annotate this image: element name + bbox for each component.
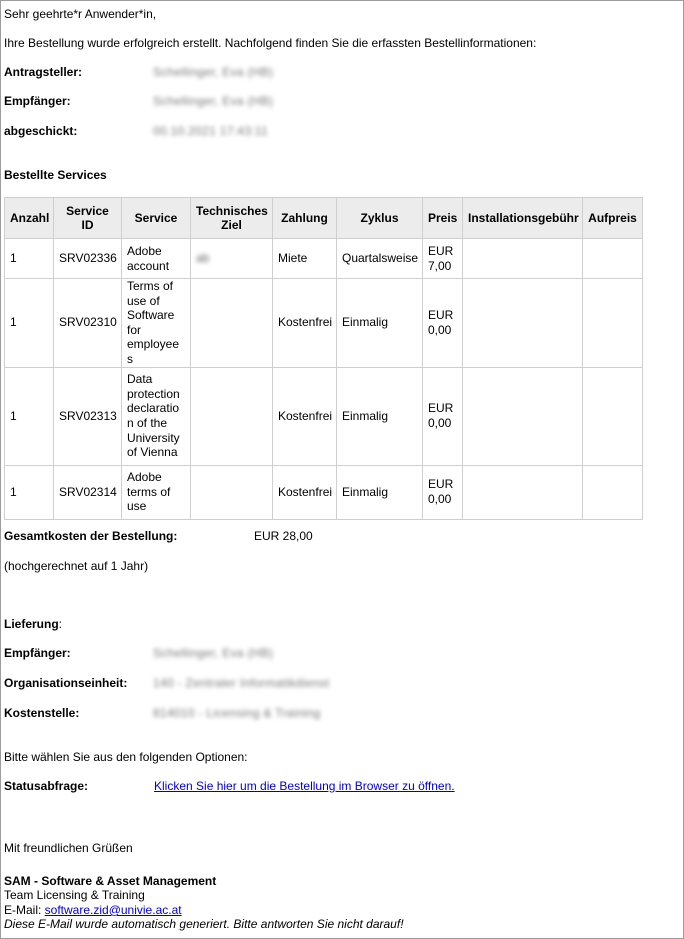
table-row <box>5 367 643 465</box>
cell-install-fee <box>463 367 583 465</box>
intro-text: Ihre Bestellung wurde erfolgreich erstellt. Nachfolgend finden Sie die erfassten Bestellinformationen: <box>4 36 537 50</box>
cell-payment: Kostenfrei <box>273 465 337 519</box>
total-value: EUR 28,00 <box>254 529 313 543</box>
cell-surcharge <box>583 279 643 368</box>
auto-disclaimer: Diese E-Mail wurde automatisch generiert. Bitte antworten Sie nicht darauf! <box>4 917 404 931</box>
cell-target <box>191 239 273 279</box>
applicant-label: Antragsteller: <box>4 65 83 79</box>
delivery-heading: Lieferung <box>4 617 59 631</box>
applicant-value: Schellinger, Eva (HB) <box>153 65 274 79</box>
sent-label: abgeschickt: <box>4 124 78 138</box>
delivery-recipient-label: Empfänger: <box>4 646 71 660</box>
col-header-install-fee: Installationsgebühr <box>463 198 583 239</box>
cell-qty: 1 <box>5 239 54 279</box>
col-header-price: Preis <box>423 198 463 239</box>
table-row <box>5 279 643 368</box>
cell-target <box>191 367 273 465</box>
cell-service-id: SRV02336 <box>54 239 122 279</box>
signature-org: SAM - Software & Asset Management <box>4 874 217 888</box>
sent-value: 00.10.2021 17:43:11 <box>153 124 268 138</box>
cell-payment: Kostenfrei <box>273 367 337 465</box>
delivery-recipient-value: Schellinger, Eva (HB) <box>153 646 274 660</box>
col-header-surcharge: Aufpreis <box>583 198 643 239</box>
cell-cycle: Quartalsweise <box>337 239 423 279</box>
col-header-payment: Zahlung <box>273 198 337 239</box>
col-header-service-id: Service ID <box>54 198 122 239</box>
col-header-target: Technisches Ziel <box>191 198 273 239</box>
signature-email-line <box>4 903 182 917</box>
cell-service: Adobe terms of use <box>122 465 191 519</box>
cell-service-id: SRV02314 <box>54 465 122 519</box>
status-label: Statusabfrage: <box>4 779 89 793</box>
cell-surcharge <box>583 239 643 279</box>
cell-qty: 1 <box>5 367 54 465</box>
cell-qty: 1 <box>5 465 54 519</box>
cell-price: EUR 0,00 <box>423 279 463 368</box>
cell-target <box>191 465 273 519</box>
cell-surcharge <box>583 465 643 519</box>
cost-center-value: 814010 - Licensing & Training <box>153 706 321 720</box>
cell-qty: 1 <box>5 279 54 368</box>
target-value: ab <box>196 251 210 266</box>
cell-service: Adobe account <box>122 239 191 279</box>
recipient-label: Empfänger: <box>4 94 71 108</box>
cost-center-label: Kostenstelle: <box>4 706 80 720</box>
signature-team: Team Licensing & Training <box>4 888 145 902</box>
org-unit-value: 140 - Zentraler Informatikdienst <box>153 676 330 690</box>
cell-service-id: SRV02310 <box>54 279 122 368</box>
table-row <box>5 465 643 519</box>
greeting: Sehr geehrte*r Anwender*in, <box>4 7 157 21</box>
services-heading: Bestellte Services <box>4 168 107 182</box>
recipient-value: Schellinger, Eva (HB) <box>153 94 274 108</box>
cell-target <box>191 279 273 368</box>
cell-surcharge <box>583 367 643 465</box>
cell-service: Terms of use of Software for employees <box>122 279 191 368</box>
table-row <box>5 239 643 279</box>
cell-payment: Kostenfrei <box>273 279 337 368</box>
email-prefix: E-Mail: <box>4 903 45 917</box>
cell-install-fee <box>463 465 583 519</box>
delivery-heading-line <box>4 617 62 631</box>
cell-service: Data protection declaration of the University of Vienna <box>122 367 191 465</box>
services-table <box>4 197 643 520</box>
cell-price: EUR 7,00 <box>423 239 463 279</box>
open-order-link[interactable]: Klicken Sie hier um die Bestellung im Browser zu öffnen. <box>154 779 455 793</box>
cell-payment: Miete <box>273 239 337 279</box>
total-label: Gesamtkosten der Bestellung: <box>4 529 178 543</box>
col-header-qty: Anzahl <box>5 198 54 239</box>
cell-cycle: Einmalig <box>337 279 423 368</box>
delivery-heading-colon: : <box>58 617 63 631</box>
cell-service-id: SRV02313 <box>54 367 122 465</box>
cell-cycle: Einmalig <box>337 465 423 519</box>
cell-cycle: Einmalig <box>337 367 423 465</box>
org-unit-label: Organisationseinheit: <box>4 676 128 690</box>
cell-price: EUR 0,00 <box>423 465 463 519</box>
cell-price: EUR 0,00 <box>423 367 463 465</box>
closing: Mit freundlichen Grüßen <box>4 841 133 855</box>
cell-install-fee <box>463 279 583 368</box>
total-note: (hochgerechnet auf 1 Jahr) <box>4 559 149 573</box>
table-header-row <box>5 198 643 239</box>
cell-install-fee <box>463 239 583 279</box>
options-text: Bitte wählen Sie aus den folgenden Optionen: <box>4 750 248 764</box>
col-header-service: Service <box>122 198 191 239</box>
email-link[interactable]: software.zid@univie.ac.at <box>44 903 182 917</box>
col-header-cycle: Zyklus <box>337 198 423 239</box>
